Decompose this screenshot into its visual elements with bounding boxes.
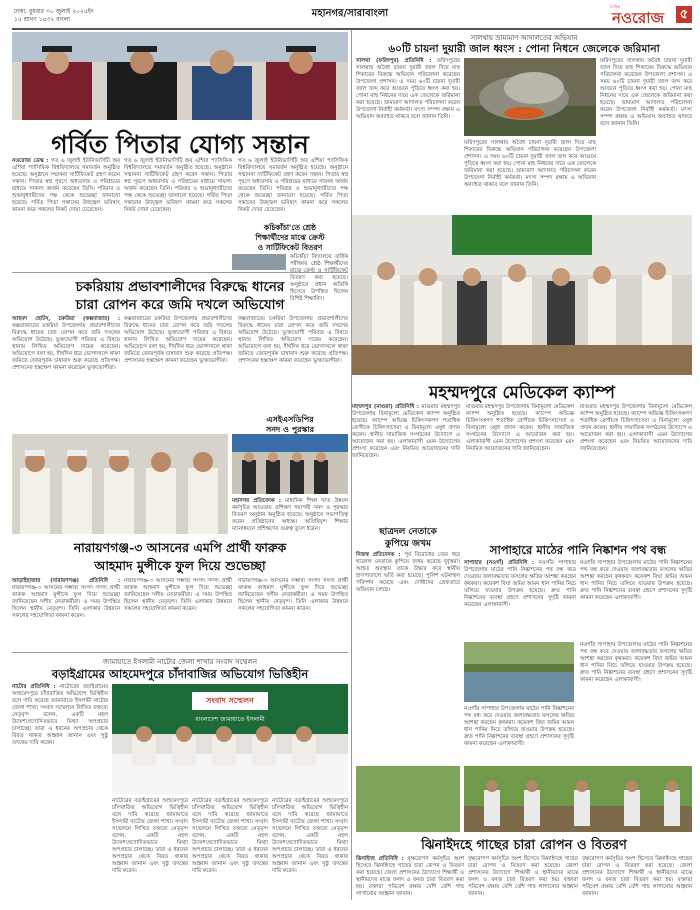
tree-byline: ঝিনাইদহ প্রতিনিধি : <box>356 856 404 862</box>
narayanganj-headline-2: আহমাদ মুন্সীকে ফুল দিয়ে শুভেচ্ছা <box>94 558 266 573</box>
jamaat-kicker: জামায়াতে ইসলামী নাটোর জেলা শাখার সংবাদ সম্মেলন <box>102 658 258 666</box>
medical-byline: মহম্মদপুর (মাগুরা) প্রতিনিধি : <box>352 404 419 410</box>
drainage-byline: সাপাহার (নওগাঁ) প্রতিনিধি : <box>464 560 535 566</box>
crest-headline-3: ও সার্টিফিকেট বিতরণ <box>257 243 323 252</box>
jamaat-body-col1 <box>12 684 108 898</box>
father-body-col3: গত ৬ জুলাই ইউনিভার্সিটি অব এশিয়া প্যাসিফিক বিশ্ববিদ্যালয়ে সমাবর্তন অনুষ্ঠিত হয়েছে। অনুষ্ঠানে সম্মাননা সার্টিফিকেট গ্রহণ করেন সন্তান। পিতার স্বপ্ন পূরণে অধ্যবসায় ও পরিশ্রমের মাধ্যমে সাফল্য অর্জন করেছেন তিনি। পরিবার ও শুভানুধ্যায়ীদের পক্ষ থেকে শুভেচ্ছা জানানো হয়েছে। গর্বিত পিতা সন্তানের উজ্জ্বল ভবিষ্যৎ কামনা করে সকলের নিকট দোয়া চেয়েছেন। <box>238 158 348 213</box>
date-line: ঢাকা, বুধবার ৩০ জুলাই ২০২৫ইং <box>14 8 94 15</box>
father-headline: গর্বিত পিতার যোগ্য সন্তান <box>51 130 309 159</box>
drainage-body-col2: নওগাঁর সাপাহার উপজেলায় মাঠের পানি নিষ্কাশনের পথ বন্ধ করে দেওয়ায় জলাবদ্ধতায় ফসলের ক্ষতির আশঙ্কা করছেন কৃষকরা। কয়েকশ বিঘা জমির আমন ধান পানির নিচে তলিয়ে যাওয়ার উপক্রম হয়েছে। দ্রুত পানি নিষ্কাশনের ব্যবস্থা গ্রহণে প্রশাসনের সুদৃষ্টি কামনা করেছেন এলাকাবাসী। <box>580 560 692 601</box>
drainage-body-1: নওগাঁর সাপাহার উপজেলায় মাঠের পানি নিষ্কাশনের পথ বন্ধ করে দেওয়ায় জলাবদ্ধতায় ফসলের ক্ষতির আশঙ্কা করছেন কৃষকরা। কয়েকশ বিঘা জমির আমন ধান পানির নিচে তলিয়ে যাওয়ার উপক্রম হয়েছে। দ্রুত পানি নিষ্কাশনের ব্যবস্থা গ্রহণে প্রশাসনের সুদৃষ্টি কামনা করেছেন এলাকাবাসী। <box>464 560 577 608</box>
masthead <box>0 0 700 30</box>
narayanganj-body-1: নারায়ণগঞ্জ-৩ আসনের সম্ভাব্য সংসদ সদস্য প্রার্থী ফারুক আহমাদ মুন্সীকে ফুল দিয়ে শুভেচ্ছা জানিয়েছেন দলীয় নেতাকর্মীরা। এ সময় উপস্থিত ছিলেন স্থানীয় নেতৃবৃন্দ। তিনি এলাকার উন্নয়নে সকলের সহযোগিতা কামনা করেন। <box>12 585 120 619</box>
student-headline-1: ছাত্রদল নেতাকে <box>379 527 437 537</box>
crest-headline-2: শিক্ষার্থীদের মাঝে ক্রেস্ট <box>255 233 325 242</box>
graduation-photo <box>12 32 348 120</box>
net-body-col2b: ফরিদপুরের সালথায় অবৈধ চায়না দুয়ারী জাল দিয়ে মাছ শিকারের বিরুদ্ধে অভিযান পরিচালনা করেছেন উপজেলা প্রশাসন। এ সময় ৬০টি চায়না দুয়ারী জাল জব্দ করে আগুনে পুড়িয়ে ধ্বংস করা হয়। পোনা মাছ নিধনের দায়ে এক জেলেকে জরিমানা করা হয়েছে। ভ্রাম্যমাণ আদালত পরিচালনা করেন উপজেলা নির্বাহী কর্মকর্তা। মৎস্য সম্পদ রক্ষায় এ অভিযান অব্যাহত থাকবে বলে জানান তিনি। <box>464 140 596 188</box>
tree-body-1: বৃক্ষরোপণ কর্মসূচির অংশ হিসেবে ঝিনাইদহে গাছের চারা রোপন ও বিতরণ করা হয়েছে। জেলা প্রশাসনের উদ্যোগে শিক্ষার্থী ও স্থানীয়দের মাঝে ফলদ ও বনজ চারা বিতরণ করা হয়। বক্তারা পরিবেশ রক্ষায় বেশি বেশি গাছ লাগানোর আহ্বান জানান। <box>356 856 464 897</box>
jamaat-body-1: নাটোরের বড়াইগ্রামের আহমেদপুরে চাঁদাবাজির অভিযোগ ভিত্তিহীন বলে দাবি করেছে জামায়াতে ইসলামী নাটোর জেলা শাখা। সংবাদ সম্মেলনে লিখিত বক্তব্যে নেতৃবৃন্দ বলেন, একটি মহল উদ্দেশ্যপ্রণোদিতভাবে মিথ্যা অপপ্রচার চালাচ্ছে। তারা এ ধরনের অপপ্রচার থেকে বিরত থাকার আহ্বান জানান এবং সুষ্ঠু তদন্তের দাবি করেন। <box>12 684 108 746</box>
ssc-headline-1: এসইএসডিপির <box>266 414 314 424</box>
student-body <box>356 552 460 762</box>
tree-body-col3: বৃক্ষরোপণ কর্মসূচির অংশ হিসেবে ঝিনাইদহে গাছের চারা রোপন ও বিতরণ করা হয়েছে। জেলা প্রশাসনের উদ্যোগে শিক্ষার্থী ও স্থানীয়দের মাঝে ফলদ ও বনজ চারা বিতরণ করা হয়। বক্তারা পরিবেশ রক্ষায় বেশি বেশি গাছ লাগানোর আহ্বান জানান। <box>582 856 692 897</box>
land-body-col1 <box>12 316 120 431</box>
medical-body-col1 <box>352 404 460 519</box>
land-body-col2: কক্সবাজারের চকরিয়া উপজেলায় প্রভাবশালীদের বিরুদ্ধে ধানের চারা রোপন করে জমি দখলের অভিযোগ উঠেছে। ভুক্তভোগী পরিবার এ বিষয়ে থানায় লিখিত অভিযোগ দায়ের করেছেন। অভিযোগে বলা হয়, দীর্ঘদিন ধরে ভোগদখলে থাকা জমিতে জোরপূর্বক চাষাবাদ শুরু করেছে প্রতিপক্ষ। প্রশাসনের হস্তক্ষেপ কামনা করেছেন ভুক্তভোগীরা। <box>124 316 232 364</box>
paper-logo: নওরোজ <box>612 9 665 27</box>
father-byline <box>12 158 120 268</box>
net-body-1: ফরিদপুরের সালথায় অবৈধ চায়না দুয়ারী জাল দিয়ে মাছ শিকারের বিরুদ্ধে অভিযান পরিচালনা করেছেন উপজেলা প্রশাসন। এ সময় ৬০টি চায়না দুয়ারী জাল জব্দ করে আগুনে পুড়িয়ে ধ্বংস করা হয়। পোনা মাছ নিধনের দায়ে এক জেলেকে জরিমানা করা হয়েছে। ভ্রাম্যমাণ আদালত পরিচালনা করেন উপজেলা নির্বাহী কর্মকর্তা। মৎস্য সম্পদ রক্ষায় এ অভিযান অব্যাহত থাকবে বলে জানান তিনি। <box>356 58 460 120</box>
narayanganj-body-col1 <box>12 578 120 648</box>
tree-body-col1 <box>356 856 464 900</box>
student-body-text: পূর্ব বিরোধের জের ধরে ছাত্রদল নেতাকে কুপিয়ে জখম করেছে দুর্বৃত্তরা। আহত অবস্থায় তাকে উদ্ধার করে স্থানীয় হাসপাতালে ভর্তি করা হয়েছে। পুলিশ ঘটনাস্থল পরিদর্শন করেছে এবং দোষীদের গ্রেফতারে অভিযান চলছে। <box>356 552 460 593</box>
group-photo <box>12 434 228 534</box>
ssc-photo <box>232 434 348 494</box>
land-byline: আহমদ ছোটন, চকরিয়া (কক্সবাজার) : <box>12 316 120 322</box>
medical-body-col3: মাগুরার মহম্মদপুর উপজেলায় বিনামূল্যে মেডিকেল ক্যাম্প অনুষ্ঠিত হয়েছে। ক্যাম্পে অভিজ্ঞ চিকিৎসকগণ শতাধিক রোগীকে চিকিৎসাসেবা ও বিনামূল্যে ওষুধ প্রদান করেন। স্থানীয় সামাজিক সংগঠনের উদ্যোগে এ আয়োজন করা হয়। এলাকাবাসী এমন উদ্যোগের প্রশংসা করেছেন এবং নিয়মিত আয়োজনের দাবি জানিয়েছেন। <box>580 404 692 452</box>
net-kicker: সালথায় ভ্রাম্যমাণ আদালতের অভিযান <box>470 34 578 42</box>
press-banner-sub: বাংলাদেশ জামায়াতে ইসলামী <box>195 716 265 723</box>
medical-body-1: মাগুরার মহম্মদপুর উপজেলায় বিনামূল্যে মেডিকেল ক্যাম্প অনুষ্ঠিত হয়েছে। ক্যাম্পে অভিজ্ঞ চিকিৎসকগণ শতাধিক রোগীকে চিকিৎসাসেবা ও বিনামূল্যে ওষুধ প্রদান করেন। স্থানীয় সামাজিক সংগঠনের উদ্যোগে এ আয়োজন করা হয়। এলাকাবাসী এমন উদ্যোগের প্রশংসা করেছেন এবং নিয়মিত আয়োজনের দাবি জানিয়েছেন। <box>352 404 460 459</box>
net-body-col3: ফরিদপুরের সালথায় অবৈধ চায়না দুয়ারী জাল দিয়ে মাছ শিকারের বিরুদ্ধে অভিযান পরিচালনা করেছেন উপজেলা প্রশাসন। এ সময় ৬০টি চায়না দুয়ারী জাল জব্দ করে আগুনে পুড়িয়ে ধ্বংস করা হয়। পোনা মাছ নিধনের দায়ে এক জেলেকে জরিমানা করা হয়েছে। ভ্রাম্যমাণ আদালত পরিচালনা করেন উপজেলা নির্বাহী কর্মকর্তা। মৎস্য সম্পদ রক্ষায় এ অভিযান অব্যাহত থাকবে বলে জানান তিনি। <box>600 58 692 127</box>
press-banner-text: সংবাদ সম্মেলন <box>206 696 254 705</box>
narayanganj-byline: আড়াইহাজার (নারায়ণগঞ্জ) প্রতিনিধি : <box>12 578 120 584</box>
crest-photo <box>232 254 286 270</box>
net-byline: সালথা (ফরিদপুর) প্রতিনিধি : <box>356 58 432 64</box>
drainage-body-col3: নওগাঁর সাপাহার উপজেলায় মাঠের পানি নিষ্কাশনের পথ বন্ধ করে দেওয়ায় জলাবদ্ধতায় ফসলের ক্ষতির আশঙ্কা করছেন কৃষকরা। কয়েকশ বিঘা জমির আমন ধান পানির নিচে তলিয়ে যাওয়ার উপক্রম হয়েছে। দ্রুত পানি নিষ্কাশনের ব্যবস্থা গ্রহণে প্রশাসনের সুদৃষ্টি কামনা করেছেন এলাকাবাসী। <box>580 642 692 683</box>
jamaat-divider <box>12 652 348 653</box>
land-headline-1: চকরিয়ায় প্রভাবশালীদের বিরুদ্ধে ধানের <box>75 279 285 295</box>
narayanganj-headline-1: নারায়ণগঞ্জ-৩ আসনের এমপি প্রার্থী ফারুক <box>73 540 287 555</box>
paper-small-label: দৈনিক <box>610 4 621 9</box>
ssc-byline: মহানগর প্রতিবেদক : <box>232 498 281 504</box>
drainage-photo <box>464 642 574 702</box>
ssc-headline-2: সনদ ও পুরস্কার <box>265 424 315 434</box>
crest-body-text: কচিকাঁচা বিদ্যালয়ে বার্ষিক পরীক্ষায় শ্রেষ্ঠ শিক্ষার্থীদের মাঝে ক্রেস্ট ও সার্টিফিকেট বিতরণ করা হয়েছে। অনুষ্ঠানে প্রধান অতিথি হিসেবে উপস্থিত ছিলেন বিশিষ্ট শিক্ষাবিদ। <box>290 254 348 302</box>
drainage-headline: সাপাহারে মাঠের পানি নিষ্কাশন পথ বন্ধ <box>489 543 667 557</box>
medical-body-col2: মাগুরার মহম্মদপুর উপজেলায় বিনামূল্যে মেডিকেল ক্যাম্প অনুষ্ঠিত হয়েছে। ক্যাম্পে অভিজ্ঞ চিকিৎসকগণ শতাধিক রোগীকে চিকিৎসাসেবা ও বিনামূল্যে ওষুধ প্রদান করেন। স্থানীয় সামাজিক সংগঠনের উদ্যোগে এ আয়োজন করা হয়। এলাকাবাসী এমন উদ্যোগের প্রশংসা করেছেন এবং নিয়মিত আয়োজনের দাবি জানিয়েছেন। <box>466 404 574 452</box>
father-byline-text: নওরোজ ডেস্ক : <box>12 158 49 164</box>
section-title: মহানগর/সারাবাংলা <box>311 8 389 19</box>
column-divider-main <box>351 30 352 900</box>
student-byline: নিজস্ব প্রতিবেদক : <box>356 552 401 558</box>
jamaat-body-col3: নাটোরের বড়াইগ্রামের আহমেদপুরে চাঁদাবাজির অভিযোগ ভিত্তিহীন বলে দাবি করেছে জামায়াতে ইসলামী নাটোর জেলা শাখা। সংবাদ সম্মেলনে লিখিত বক্তব্যে নেতৃবৃন্দ বলেন, একটি মহল উদ্দেশ্যপ্রণোদিতভাবে মিথ্যা অপপ্রচার চালাচ্ছে। তারা এ ধরনের অপপ্রচার থেকে বিরত থাকার আহ্বান জানান এবং সুষ্ঠু তদন্তের দাবি করেন। <box>192 798 268 874</box>
masthead-divider <box>12 28 692 30</box>
land-body-1: কক্সবাজারের চকরিয়া উপজেলায় প্রভাবশালীদের বিরুদ্ধে ধানের চারা রোপন করে জমি দখলের অভিযোগ উঠেছে। ভুক্তভোগী পরিবার এ বিষয়ে থানায় লিখিত অভিযোগ দায়ের করেছেন। অভিযোগে বলা হয়, দীর্ঘদিন ধরে ভোগদখলে থাকা জমিতে জোরপূর্বক চাষাবাদ শুরু করেছে প্রতিপক্ষ। প্রশাসনের হস্তক্ষেপ কামনা করেছেন ভুক্তভোগীরা। <box>12 323 120 371</box>
land-body-col3: কক্সবাজারের চকরিয়া উপজেলায় প্রভাবশালীদের বিরুদ্ধে ধানের চারা রোপন করে জমি দখলের অভিযোগ উঠেছে। ভুক্তভোগী পরিবার এ বিষয়ে থানায় লিখিত অভিযোগ দায়ের করেছেন। অভিযোগে বলা হয়, দীর্ঘদিন ধরে ভোগদখলে থাকা জমিতে জোরপূর্বক চাষাবাদ শুরু করেছে প্রতিপক্ষ। প্রশাসনের হস্তক্ষেপ কামনা করেছেন ভুক্তভোগীরা। <box>238 316 348 364</box>
jamaat-headline: বড়াইগ্রামের আহমেদপুরে চাঁদাবাজির অভিযোগ ভিত্তিহীন <box>51 667 309 681</box>
jamaat-byline: নাটোর প্রতিনিধি : <box>12 684 56 690</box>
press-conference-photo <box>112 684 348 794</box>
page-number: ৫ <box>676 6 692 23</box>
medical-headline: মহম্মদপুরে মেডিকেল ক্যাম্প <box>428 383 616 403</box>
drainage-body-col1 <box>464 560 576 640</box>
net-body-col1 <box>356 58 460 213</box>
narayanganj-body-col2: নারায়ণগঞ্জ-৩ আসনের সম্ভাব্য সংসদ সদস্য প্রার্থী ফারুক আহমাদ মুন্সীকে ফুল দিয়ে শুভেচ্ছা জানিয়েছেন দলীয় নেতাকর্মীরা। এ সময় উপস্থিত ছিলেন স্থানীয় নেতৃবৃন্দ। তিনি এলাকার উন্নয়নে সকলের সহযোগিতা কামনা করেন। <box>124 578 232 612</box>
tree-photo-left <box>356 766 460 832</box>
father-body-1: গত ৬ জুলাই ইউনিভার্সিটি অব এশিয়া প্যাসিফিক বিশ্ববিদ্যালয়ে সমাবর্তন অনুষ্ঠিত হয়েছে। অনুষ্ঠানে সম্মাননা সার্টিফিকেট গ্রহণ করেন সন্তান। পিতার স্বপ্ন পূরণে অধ্যবসায় ও পরিশ্রমের মাধ্যমে সাফল্য অর্জন করেছেন তিনি। পরিবার ও শুভানুধ্যায়ীদের পক্ষ থেকে শুভেচ্ছা জানানো হয়েছে। গর্বিত পিতা সন্তানের উজ্জ্বল ভবিষ্যৎ কামনা করে সকলের নিকট দোয়া চেয়েছেন। <box>12 158 121 213</box>
tree-planting-photo <box>464 766 692 832</box>
medical-camp-photo <box>352 215 692 375</box>
drainage-body-col4: নওগাঁর সাপাহার উপজেলায় মাঠের পানি নিষ্কাশনের পথ বন্ধ করে দেওয়ায় জলাবদ্ধতায় ফসলের ক্ষতির আশঙ্কা করছেন কৃষকরা। কয়েকশ বিঘা জমির আমন ধান পানির নিচে তলিয়ে যাওয়ার উপক্রম হয়েছে। দ্রুত পানি নিষ্কাশনের ব্যবস্থা গ্রহণে প্রশাসনের সুদৃষ্টি কামনা করেছেন এলাকাবাসী। <box>464 706 574 747</box>
jamaat-body-col4: নাটোরের বড়াইগ্রামের আহমেদপুরে চাঁদাবাজির অভিযোগ ভিত্তিহীন বলে দাবি করেছে জামায়াতে ইসলামী নাটোর জেলা শাখা। সংবাদ সম্মেলনে লিখিত বক্তব্যে নেতৃবৃন্দ বলেন, একটি মহল উদ্দেশ্যপ্রণোদিতভাবে মিথ্যা অপপ্রচার চালাচ্ছে। তারা এ ধরনের অপপ্রচার থেকে বিরত থাকার আহ্বান জানান এবং সুষ্ঠু তদন্তের দাবি করেন। <box>272 798 348 874</box>
date-line-bangla: ১৫ শ্রাবণ ১৪৩২ বাংলা <box>14 16 71 23</box>
crest-body <box>290 254 348 302</box>
father-body-col2: গত ৬ জুলাই ইউনিভার্সিটি অব এশিয়া প্যাসিফিক বিশ্ববিদ্যালয়ে সমাবর্তন অনুষ্ঠিত হয়েছে। অনুষ্ঠানে সম্মাননা সার্টিফিকেট গ্রহণ করেন সন্তান। পিতার স্বপ্ন পূরণে অধ্যবসায় ও পরিশ্রমের মাধ্যমে সাফল্য অর্জন করেছেন তিনি। পরিবার ও শুভানুধ্যায়ীদের পক্ষ থেকে শুভেচ্ছা জানানো হয়েছে। গর্বিত পিতা সন্তানের উজ্জ্বল ভবিষ্যৎ কামনা করে সকলের নিকট দোয়া চেয়েছেন। <box>124 158 232 213</box>
tree-body-col2: বৃক্ষরোপণ কর্মসূচির অংশ হিসেবে ঝিনাইদহে গাছের চারা রোপন ও বিতরণ করা হয়েছে। জেলা প্রশাসনের উদ্যোগে শিক্ষার্থী ও স্থানীয়দের মাঝে ফলদ ও বনজ চারা বিতরণ করা হয়। বক্তারা পরিবেশ রক্ষায় বেশি বেশি গাছ লাগানোর আহ্বান জানান। <box>468 856 578 897</box>
net-headline: ৬০টি চায়না দুয়ারী জাল ধ্বংস : পোনা নিধনে জেলেকে জরিমানা <box>388 43 660 55</box>
land-headline-2: চারা রোপন করে জমি দখলে অভিযোগ <box>75 297 285 313</box>
jamaat-body-col2: নাটোরের বড়াইগ্রামের আহমেদপুরে চাঁদাবাজির অভিযোগ ভিত্তিহীন বলে দাবি করেছে জামায়াতে ইসলামী নাটোর জেলা শাখা। সংবাদ সম্মেলনে লিখিত বক্তব্যে নেতৃবৃন্দ বলেন, একটি মহল উদ্দেশ্যপ্রণোদিতভাবে মিথ্যা অপপ্রচার চালাচ্ছে। তারা এ ধরনের অপপ্রচার থেকে বিরত থাকার আহ্বান জানান এবং সুষ্ঠু তদন্তের দাবি করেন। <box>112 798 188 874</box>
tree-headline: ঝিনাইদহে গাছের চারা রোপন ও বিতরণ <box>421 838 627 853</box>
crest-headline-1: কচিকাঁচা'তে শ্রেষ্ঠ <box>263 223 317 232</box>
student-headline-2: কুপিয়ে জখম <box>385 539 431 549</box>
narayanganj-body-col3: নারায়ণগঞ্জ-৩ আসনের সম্ভাব্য সংসদ সদস্য প্রার্থী ফারুক আহমাদ মুন্সীকে ফুল দিয়ে শুভেচ্ছা জানিয়েছেন দলীয় নেতাকর্মীরা। এ সময় উপস্থিত ছিলেন স্থানীয় নেতৃবৃন্দ। তিনি এলাকার উন্নয়নে সকলের সহযোগিতা কামনা করেন। <box>238 578 348 612</box>
ssc-body-text: মাধ্যমিক শিক্ষা খাত উন্নয়ন কর্মসূচির আওতায় প্রশিক্ষণ সমাপনী সনদ ও পুরস্কার বিতরণ অনুষ্ঠান অনুষ্ঠিত হয়েছে। অনুষ্ঠানে সভাপতিত্ব করেন প্রতিষ্ঠানের অধ্যক্ষ। অতিথিবৃন্দ শিক্ষার মানোন্নয়নে প্রশিক্ষণের গুরুত্ব তুলে ধরেন। <box>232 498 348 532</box>
burning-net-photo <box>464 58 596 136</box>
ssc-body <box>232 498 348 538</box>
